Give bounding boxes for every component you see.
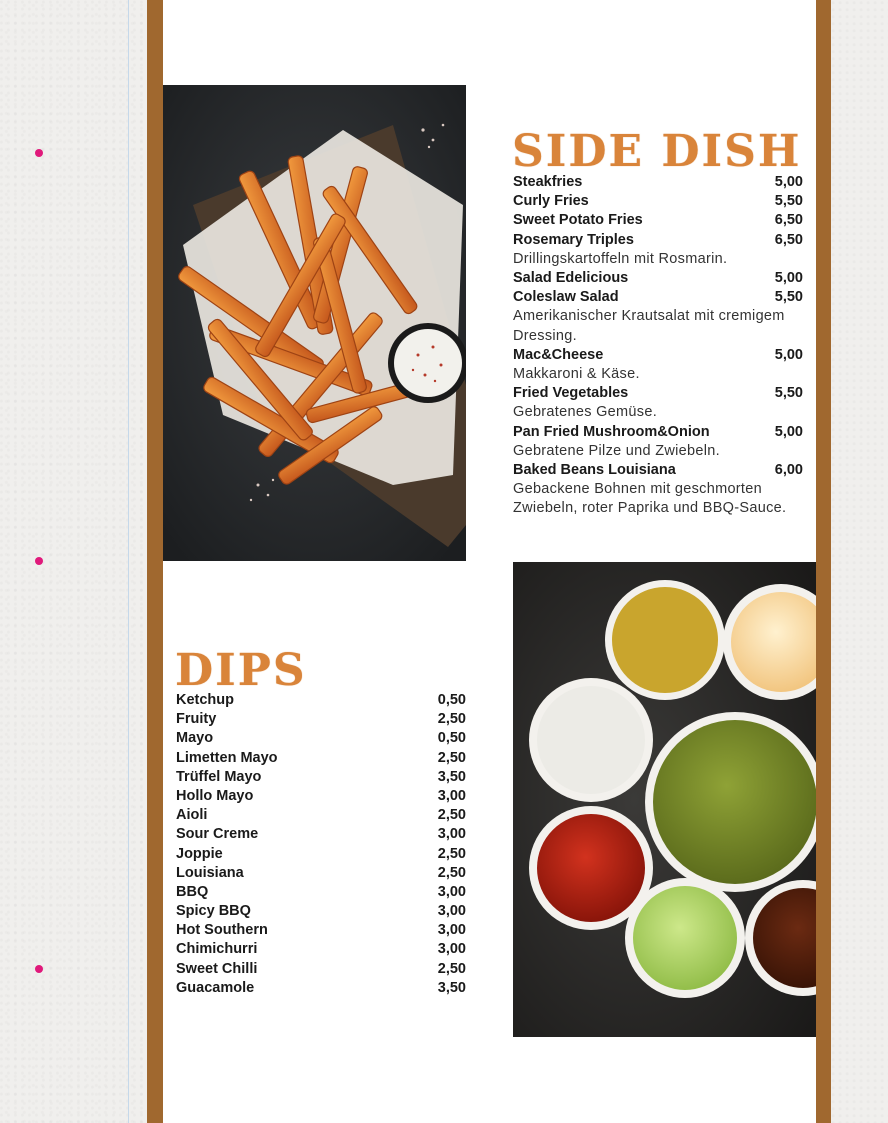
dip-item-price: 3,00 [437,826,466,843]
dip-item [176,710,466,729]
margin-line [128,0,129,1123]
dip-item-price: 2,50 [437,749,466,766]
dip-item-name: Ketchup [176,692,234,708]
dip-item-name: Spicy BBQ [176,903,251,920]
dip-item [176,768,466,787]
dips-heading: DIPS [175,645,307,696]
dip-item-price: 2,50 [437,807,466,824]
dip-item-price: 3,00 [437,903,466,920]
side-dish-item [513,288,803,307]
dip-item [176,825,466,844]
side-dish-item-name: Coleslaw Salad [513,289,619,306]
dip-item [176,940,466,959]
notebook-paper-right [831,0,888,1123]
side-dish-item [513,461,803,480]
dip-item-name: Sour Creme [176,826,259,843]
side-dish-item-price: 6,50 [774,212,803,229]
side-dish-item [513,346,803,365]
dip-item-name: Sweet Chilli [176,960,258,977]
dip-item-name: Guacamole [176,979,255,996]
side-dish-item-name: Mac&Cheese [513,346,604,363]
dip-item [176,806,466,825]
dip-item [176,902,466,921]
dip-item [176,749,466,768]
dip-item-price: 3,00 [437,787,466,804]
side-dish-item-description: Gebratene Pilze und Zwiebeln. [513,442,720,459]
side-dish-item [513,192,803,211]
dip-item-price: 2,50 [437,711,466,728]
side-dish-item-name: Salad Edelicious [513,269,629,286]
dip-item [176,787,466,806]
dip-item-name: Joppie [176,845,223,862]
side-dish-item [513,211,803,230]
dips-list [176,691,466,998]
dip-item [176,845,466,864]
dip-item [176,979,466,998]
dip-item-price: 0,50 [437,730,466,747]
dip-item-price: 2,50 [437,864,466,881]
side-dish-list [513,173,803,519]
side-dish-item [513,173,803,192]
dip-item-name: BBQ [176,883,209,900]
side-dish-item-name: Curly Fries [513,193,589,210]
side-dish-item-price: 5,50 [774,385,803,402]
side-dish-item-description: Gebackene Bohnen mit geschmorten Zwiebeln, roter Paprika und BBQ-Sauce. [513,481,787,517]
dip-item [176,960,466,979]
binder-hole-bottom [35,965,43,973]
side-dish-item-description: Gebratenes Gemüse. [513,404,658,421]
dip-bowls-photo [513,562,816,1037]
dip-item [176,883,466,902]
side-dish-item-price: 6,00 [774,461,803,478]
dip-item [176,691,466,710]
side-dish-item-description: Amerikanischer Krautsalat mit cremigem Dressing. [513,308,785,344]
dip-item [176,864,466,883]
side-dish-item-name: Pan Fried Mushroom&Onion [513,423,710,440]
side-dish-item-price: 5,00 [774,174,803,190]
dip-item-price: 3,00 [437,883,466,900]
dip-item-price: 3,00 [437,941,466,958]
side-dish-item-price: 5,00 [774,423,803,440]
dip-item-name: Chimichurri [176,941,258,958]
side-dish-item-name: Rosemary Triples [513,231,634,248]
dip-item [176,729,466,748]
dip-item-name: Limetten Mayo [176,749,278,766]
side-dish-item-description: Drillingskartoffeln mit Rosmarin. [513,250,728,267]
dip-item-name: Aioli [176,807,208,824]
side-dish-item-price: 5,50 [774,193,803,210]
left-border-bar [147,0,163,1123]
dip-item-price: 3,00 [437,922,466,939]
side-dish-item-price: 6,50 [774,231,803,248]
binder-hole-top [35,149,43,157]
side-dish-item-price: 5,50 [774,289,803,306]
dip-item-name: Trüffel Mayo [176,768,262,785]
dip-item-price: 0,50 [437,692,466,708]
dip-item-name: Louisiana [176,864,244,881]
side-dish-item [513,384,803,403]
side-dish-item [513,231,803,250]
side-dish-item-name: Sweet Potato Fries [513,212,643,229]
side-dish-item-name: Fried Vegetables [513,385,629,402]
side-dish-item [513,423,803,442]
dip-item-price: 2,50 [437,960,466,977]
dip-item-name: Hollo Mayo [176,787,254,804]
dip-item-name: Mayo [176,730,214,747]
sweet-potato-fries-photo [163,85,466,561]
side-dish-item [513,269,803,288]
right-border-bar [816,0,831,1123]
dip-item-price: 3,50 [437,768,466,785]
dip-item [176,921,466,940]
binder-hole-middle [35,557,43,565]
side-dish-item-price: 5,00 [774,269,803,286]
dip-item-price: 3,50 [437,979,466,996]
dip-item-name: Hot Southern [176,922,268,939]
dip-item-price: 2,50 [437,845,466,862]
side-dish-item-name: Steakfries [513,174,583,190]
side-dish-item-price: 5,00 [774,346,803,363]
side-dish-item-name: Baked Beans Louisiana [513,461,676,478]
dip-item-name: Fruity [176,711,217,728]
side-dish-item-description: Makkaroni & Käse. [513,365,640,382]
side-dish-heading: SIDE DISH [512,126,802,177]
notebook-paper-left [0,0,147,1123]
